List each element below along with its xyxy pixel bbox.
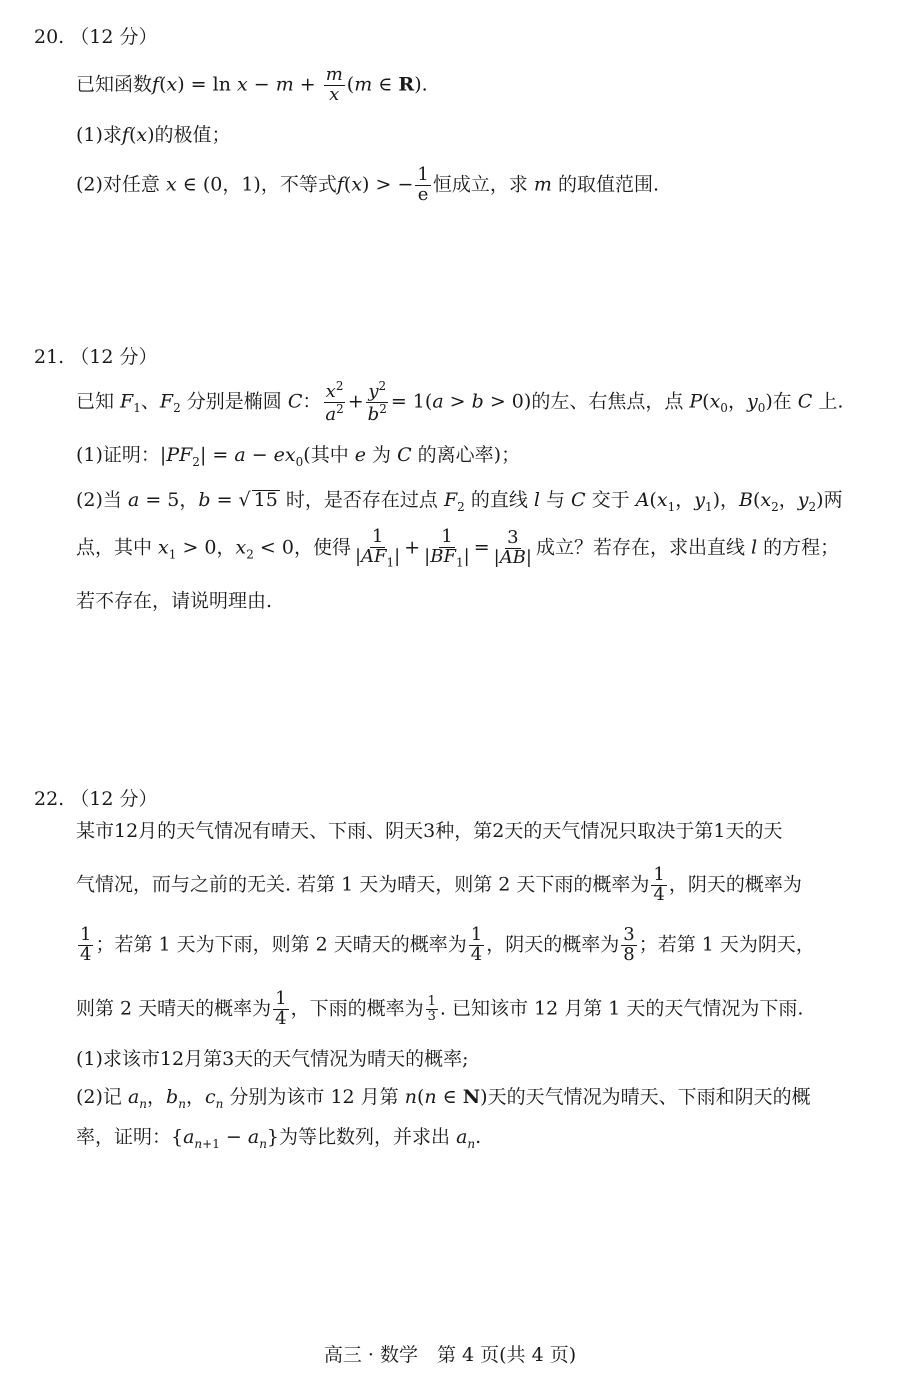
q20-header [34,22,157,49]
q22-number: 22. [34,788,65,810]
q21-stem: 已知 $F_1$、$F_2$ 分别是椭圆 C： $\frac{x^2}{a^2}$ + $\frac{y^2}{b^2}$ = 1(a > b > 0)的左、右焦点，点 $P(x_0$，$y_0$)在 C 上. [76,379,844,425]
q21-part1: (1)证明：$|PF_2| = a - ex_0$(其中 e 为 C 的离心率)； [76,444,521,469]
q22-score: （12 分） [70,788,158,810]
q20-stem: 已知函数f(x) = ln x − m + $\frac{m}{x}$ (m ∈ R). [76,64,428,105]
q21-header [34,342,157,369]
q20-score: （12 分） [70,26,158,48]
q20-part2: (2)对任意 x ∈ (0，1)，不等式f(x) > − $\frac{1}{e}$ 恒成立，求 m 的取值范围. [76,164,659,205]
q22-part2-line2: 率，证明：$\{a_{n+1} - a_n\}$为等比数列，并求出 $a_n$. [76,1126,482,1151]
q22-part2-line1: (2)记 $a_n$，$b_n$，$c_n$ 分别为该市 12 月第 n(n ∈ N)天的天气情况为晴天、下雨和阴天的概 [76,1086,811,1111]
q22-line4: 则第 2 天晴天的概率为 $\frac{1}{4}$ ，下雨的概率为 $\frac{1}{3}$ . 已知该市 12 月第 1 天的天气情况为下雨. [76,988,804,1029]
q21-score: （12 分） [70,346,158,368]
page-footer: 高三 · 数学 第 4 页(共 4 页) [323,1344,577,1366]
q20-number: 20. [34,26,65,48]
q22-line3: $\frac{1}{4}$ ；若第 1 天为下雨，则第 2 天晴天的概率为 $\frac{1}{4}$ ，阴天的概率为 $\frac{3}{8}$ ；若第 1 天为阴天， [80,924,815,965]
q22-header [34,784,157,811]
q22-part1: (1)求该市12月第3天的天气情况为晴天的概率; [76,1048,469,1070]
q22-line1: 某市12月的天气情况有晴天、下雨、阴天3种，第2天的天气情况只取决于第1天的天 [76,820,783,842]
q21-number: 21. [34,346,65,368]
q20-part1: (1)求f(x)的极值； [76,124,231,146]
q21-part2-line1: (2)当 a = 5，b = √ 15 时，是否存在过点 $F_2$ 的直线 l 与 C 交于 $A(x_1$，$y_1$)，$B(x_2$，$y_2$)两 [76,489,843,514]
q22-line2: 气情况，而与之前的无关. 若第 1 天为晴天，则第 2 天下雨的概率为 $\frac{1}{4}$ ，阴天的概率为 [76,864,802,905]
q21-part2-line3: 若不存在，请说明理由. [76,590,273,612]
q21-part2-line2: 点，其中 $x_1 > 0$，$x_2 < 0$，使得 $\frac{1}{|AF_1|}$ + $\frac{1}{|BF_1|}$ = $\frac{3}{|AB|}$ 成立？若存在，求出直线 l 的方程； [76,526,840,570]
